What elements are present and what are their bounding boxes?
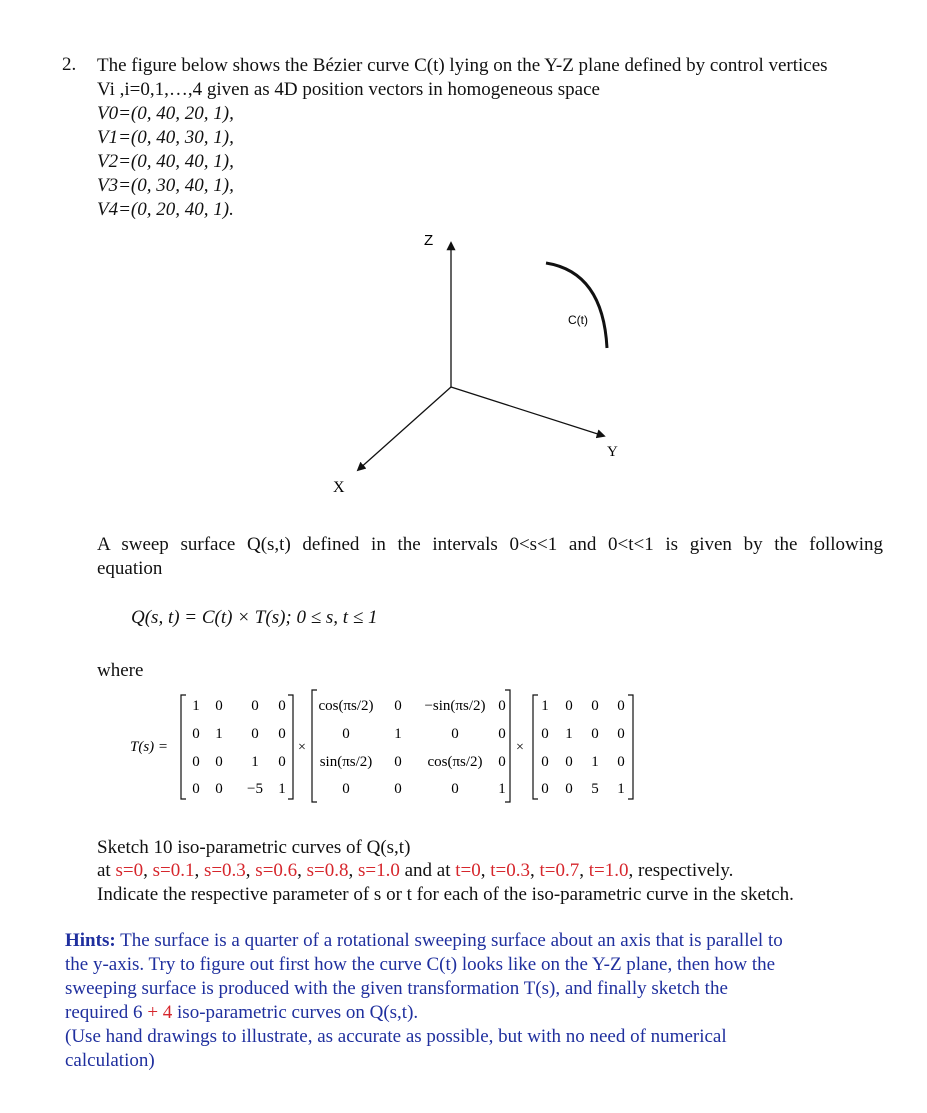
s-prefix: at bbox=[97, 860, 116, 881]
m1-cell: 0 bbox=[251, 698, 259, 714]
hints-4a: required 6 bbox=[65, 1002, 143, 1023]
m2-cell: 0 bbox=[394, 698, 402, 714]
hints-line-6: calculation) bbox=[65, 1050, 155, 1071]
vertex-v3: V3=(0, 30, 40, 1), bbox=[97, 175, 234, 196]
hints-label: Hints: bbox=[65, 930, 116, 951]
y-axis bbox=[451, 387, 604, 436]
m1-cell: 0 bbox=[278, 698, 286, 714]
t-value: t=0.7 bbox=[539, 860, 580, 881]
x-axis bbox=[358, 387, 451, 470]
where-label: where bbox=[97, 660, 144, 681]
vertex-v4: V4=(0, 20, 40, 1). bbox=[97, 199, 234, 220]
s-value: s=0.1 bbox=[152, 860, 195, 881]
m1-cell: 0 bbox=[278, 726, 286, 742]
m1-cell: 1 bbox=[278, 781, 286, 797]
and-at: and at bbox=[399, 860, 456, 881]
m3-cell: 0 bbox=[591, 698, 599, 714]
m3-cell: 0 bbox=[617, 698, 625, 714]
s-value: s=0 bbox=[115, 860, 144, 881]
intro-text: The figure below shows the Bézier curve C(t) lying on the Y-Z plane defined by control vertices bbox=[97, 55, 828, 76]
vertex-v0: V0=(0, 40, 20, 1), bbox=[97, 103, 234, 124]
hints-line-5: (Use hand drawings to illustrate, as accurate as possible, but with no need of numerical bbox=[65, 1026, 727, 1047]
intro-line-2: Vi ,i=0,1,…,4 given as 4D position vectors in homogeneous space bbox=[97, 79, 600, 100]
m3-cell: 0 bbox=[617, 754, 625, 770]
hints-line-4 bbox=[65, 1001, 418, 1025]
m2-cell: cos(πs/2) bbox=[318, 698, 374, 714]
m1-cell: 0 bbox=[192, 781, 200, 797]
vertex-v1: V1=(0, 40, 30, 1), bbox=[97, 127, 234, 148]
m2-cell: 1 bbox=[498, 781, 506, 797]
m2-cell: 0 bbox=[451, 726, 459, 742]
y-axis-label: Y bbox=[607, 444, 618, 460]
matrix2-cells bbox=[318, 698, 505, 797]
task-suffix: , respectively. bbox=[628, 860, 734, 881]
x-axis-label: X bbox=[333, 479, 345, 496]
m3-cell: 0 bbox=[565, 698, 573, 714]
s-value: s=1.0 bbox=[358, 860, 400, 881]
vertex-v2: V2=(0, 40, 40, 1), bbox=[97, 151, 234, 172]
m3-cell: 0 bbox=[565, 781, 573, 797]
m1-cell: 0 bbox=[215, 698, 223, 714]
m1-cell: 0 bbox=[251, 726, 259, 742]
t-value: t=0 bbox=[455, 860, 481, 881]
problem-number: 2. bbox=[62, 54, 77, 75]
s-value: s=0.3 bbox=[203, 860, 246, 881]
task-line-3: Indicate the respective parameter of s or t for each of the iso-parametric curve in the sketch. bbox=[97, 884, 794, 905]
m2-cell: 0 bbox=[394, 781, 402, 797]
m1-cell: −5 bbox=[247, 781, 263, 797]
bezier-curve bbox=[546, 263, 607, 348]
matrix1-cells bbox=[192, 698, 286, 797]
transformation-matrix bbox=[0, 680, 927, 810]
m2-cell: cos(πs/2) bbox=[427, 754, 483, 770]
m1-cell: 1 bbox=[192, 698, 200, 714]
times-symbol-2: × bbox=[516, 740, 524, 755]
z-axis-label: Z bbox=[424, 232, 434, 249]
m3-cell: 0 bbox=[617, 726, 625, 742]
m3-cell: 1 bbox=[617, 781, 625, 797]
m2-cell: 1 bbox=[394, 726, 402, 742]
sweep-equation: Q(s, t) = C(t) × T(s); 0 ≤ s, t ≤ 1 bbox=[131, 607, 378, 628]
m3-cell: 1 bbox=[565, 726, 573, 742]
m3-cell: 5 bbox=[591, 781, 599, 797]
T-label: T(s) = bbox=[130, 739, 169, 755]
curve-label: C(t) bbox=[568, 313, 588, 327]
m2-cell: 0 bbox=[342, 781, 350, 797]
m1-cell: 0 bbox=[278, 754, 286, 770]
bezier-figure bbox=[0, 0, 927, 520]
m1-cell: 0 bbox=[215, 754, 223, 770]
hints-line-1 bbox=[65, 929, 783, 953]
times-symbol-1: × bbox=[298, 740, 306, 755]
sweep-line-1: A sweep surface Q(s,t) defined in the intervals 0<s<1 and 0<t<1 is given by the following bbox=[97, 534, 883, 555]
task-line-1: Sketch 10 iso-parametric curves of Q(s,t) bbox=[97, 837, 411, 858]
s-value: s=0.8 bbox=[306, 860, 349, 881]
m1-cell: 1 bbox=[251, 754, 259, 770]
m1-cell: 0 bbox=[192, 754, 200, 770]
m3-cell: 0 bbox=[541, 754, 549, 770]
m3-cell: 0 bbox=[541, 781, 549, 797]
task-line-2: at s=0, s=0.1, s=0.3, s=0.6, s=0.8, s=1.0 and at t=0, t=0.3, t=0.7, t=1.0, respectively. bbox=[97, 860, 734, 881]
m3-cell: 1 bbox=[591, 754, 599, 770]
hints-text-1: The surface is a quarter of a rotational sweeping surface about an axis that is parallel to bbox=[115, 930, 783, 951]
m2-cell: 0 bbox=[498, 754, 506, 770]
m2-cell: 0 bbox=[498, 726, 506, 742]
m2-cell: −sin(πs/2) bbox=[424, 698, 486, 714]
m1-cell: 0 bbox=[215, 781, 223, 797]
m3-cell: 0 bbox=[541, 726, 549, 742]
m3-cell: 0 bbox=[565, 754, 573, 770]
m3-cell: 1 bbox=[541, 698, 549, 714]
hints-line-2: the y-axis. Try to figure out first how the curve C(t) looks like on the Y-Z plane, then how the bbox=[65, 954, 776, 975]
m1-cell: 1 bbox=[215, 726, 223, 742]
hints-line-3: sweeping surface is produced with the given transformation T(s), and finally sketch the bbox=[65, 978, 728, 999]
m3-cell: 0 bbox=[591, 726, 599, 742]
sweep-line-2: equation bbox=[97, 558, 163, 579]
hints-4b: + 4 bbox=[142, 1002, 173, 1023]
m1-cell: 0 bbox=[192, 726, 200, 742]
m2-cell: 0 bbox=[498, 698, 506, 714]
hints-4c: iso-parametric curves on Q(s,t). bbox=[172, 1002, 419, 1023]
s-value: s=0.6 bbox=[255, 860, 298, 881]
m2-cell: 0 bbox=[342, 726, 350, 742]
m2-cell: 0 bbox=[451, 781, 459, 797]
m2-cell: 0 bbox=[394, 754, 402, 770]
m2-cell: sin(πs/2) bbox=[319, 754, 373, 770]
t-value: t=1.0 bbox=[588, 860, 629, 881]
matrix3-cells bbox=[541, 698, 625, 797]
t-value: t=0.3 bbox=[490, 860, 531, 881]
